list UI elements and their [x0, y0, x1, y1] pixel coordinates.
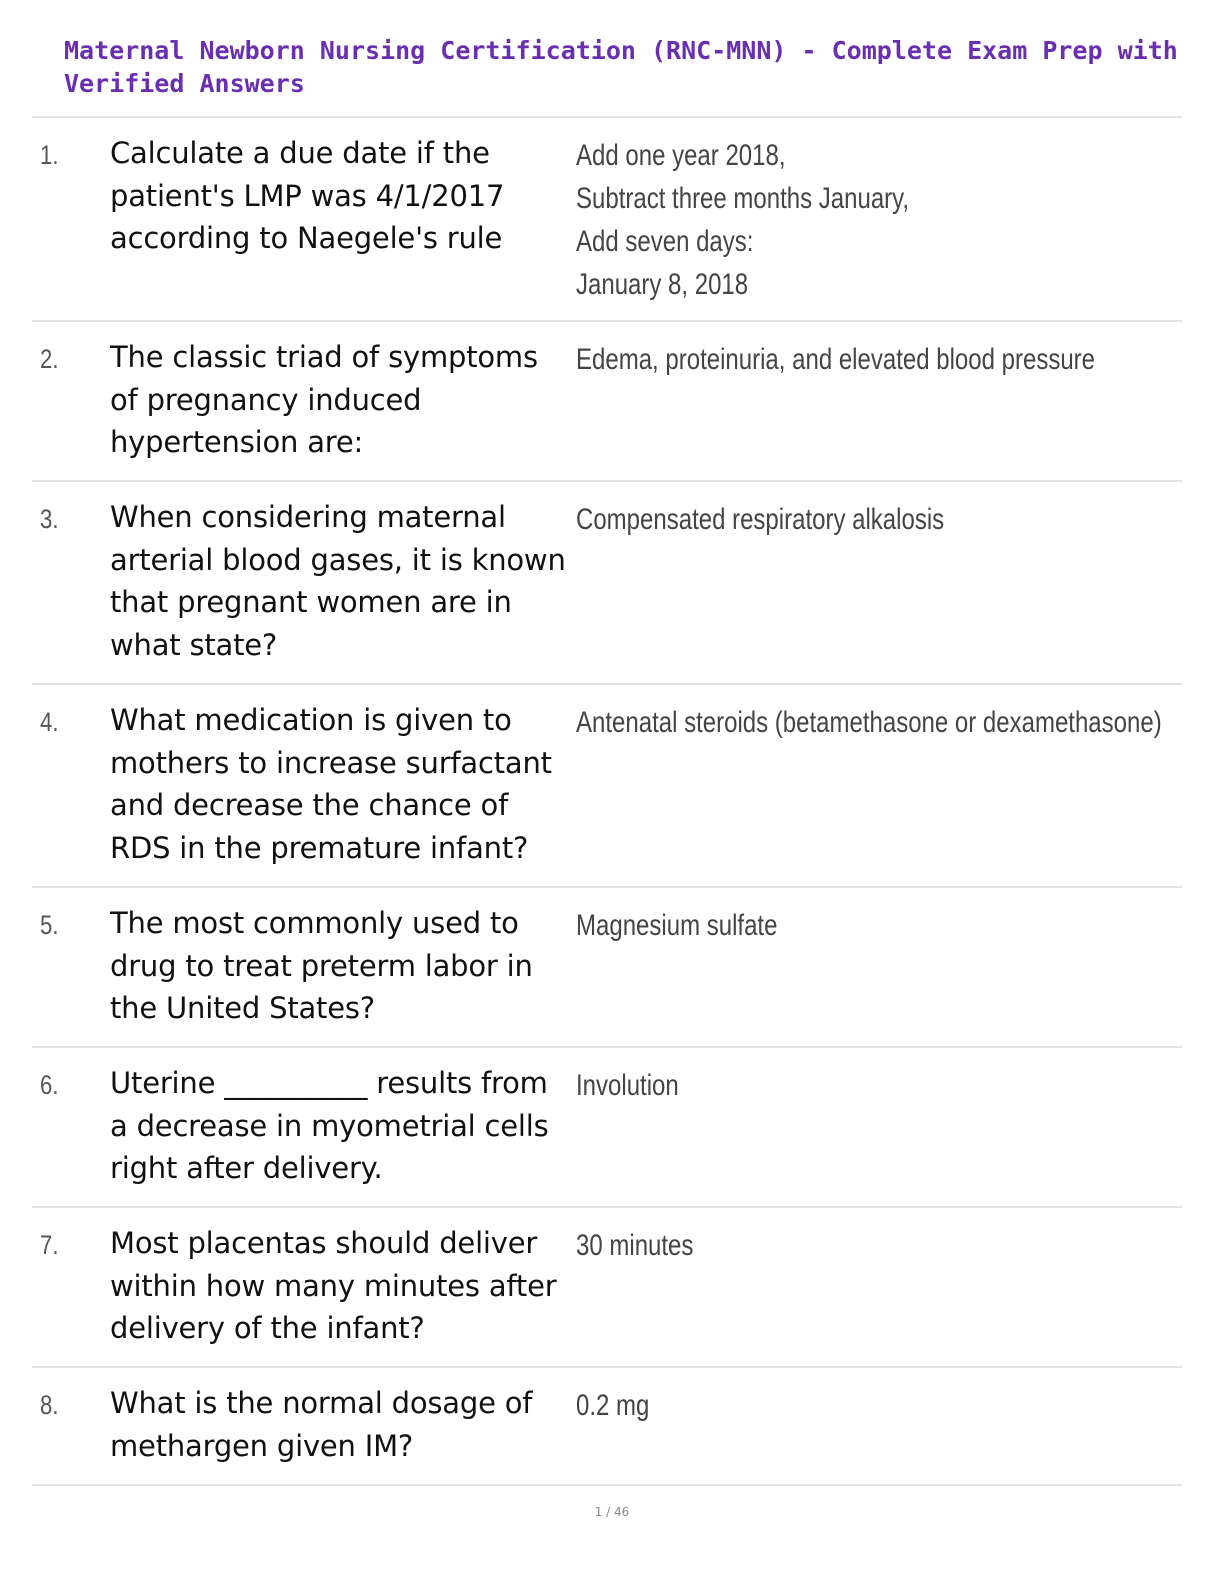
answer-line: January 8, 2018	[576, 268, 749, 301]
qa-item	[32, 118, 1182, 322]
question-text: Most placentas should deliver within how many minutes after delivery of the infant?	[110, 1226, 557, 1346]
answer-text	[576, 134, 1072, 306]
answer-line: Compensated respiratory alkalosis	[576, 503, 945, 536]
answer-line: Subtract three months January,	[576, 182, 910, 215]
answer-text	[576, 1224, 1072, 1267]
qa-item	[32, 1208, 1182, 1368]
item-number: 4.	[40, 707, 59, 737]
question-text: What is the normal dosage of methargen given IM?	[110, 1386, 533, 1463]
item-number: 8.	[40, 1390, 59, 1420]
item-number: 6.	[40, 1070, 59, 1100]
answer-text	[576, 498, 1072, 541]
answer-line: Magnesium sulfate	[576, 909, 778, 942]
qa-item	[32, 888, 1182, 1048]
answer-text	[576, 338, 1095, 381]
qa-item	[32, 1048, 1182, 1208]
qa-item	[32, 685, 1182, 888]
answer-line: 0.2 mg	[576, 1389, 650, 1422]
answer-line: 30 minutes	[576, 1229, 694, 1262]
item-number: 3.	[40, 504, 59, 534]
answer-line: Add seven days:	[576, 225, 754, 258]
answer-line: Add one year 2018,	[576, 139, 786, 172]
document-title: Maternal Newborn Nursing Certification (RNC-MNN) - Complete Exam Prep with Verified Answers	[64, 36, 1193, 98]
qa-item	[32, 482, 1182, 685]
question-text: Uterine __________ results from a decrease in myometrial cells right after delivery.	[110, 1066, 549, 1186]
qa-item	[32, 322, 1182, 482]
question-text: When considering maternal arterial blood gases, it is known that pregnant women are in what state?	[110, 500, 566, 663]
answer-line: Involution	[576, 1069, 679, 1102]
answer-text	[576, 1064, 1072, 1107]
qa-item	[32, 1368, 1182, 1486]
item-number: 1.	[40, 140, 59, 170]
answer-text	[576, 904, 1072, 947]
page-indicator: 1 / 46	[594, 1505, 630, 1519]
question-text: Calculate a due date if the patient's LMP was 4/1/2017 according to Naegele's rule	[110, 136, 505, 256]
question-text: What medication is given to mothers to increase surfactant and decrease the chance of RDS in the premature infant?	[110, 703, 552, 866]
item-number: 2.	[40, 344, 59, 374]
answer-line: Edema, proteinuria, and elevated blood pressure	[576, 343, 1095, 376]
answer-text	[576, 701, 1162, 744]
question-text: The most commonly used to drug to treat preterm labor in the United States?	[110, 906, 533, 1026]
answer-text	[576, 1384, 1072, 1427]
answer-line: Antenatal steroids (betamethasone or dexamethasone)	[576, 706, 1162, 739]
item-number: 7.	[40, 1230, 59, 1260]
question-text: The classic triad of symptoms of pregnancy induced hypertension are:	[110, 340, 538, 460]
item-number: 5.	[40, 910, 59, 940]
